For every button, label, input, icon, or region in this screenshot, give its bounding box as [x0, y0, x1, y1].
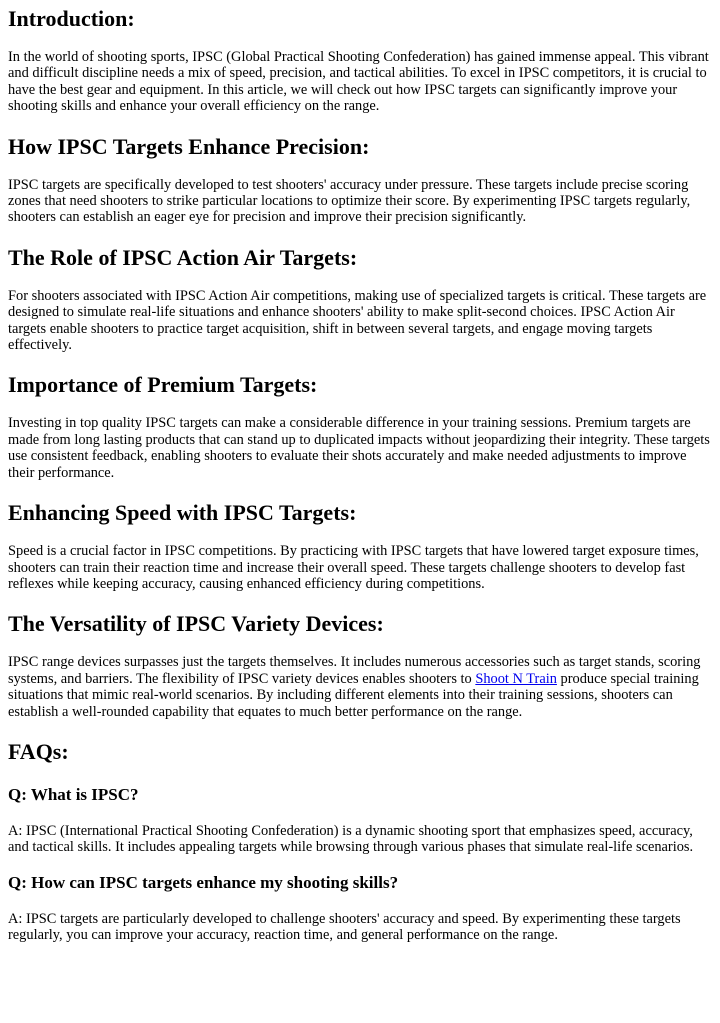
section-body-speed: Speed is a crucial factor in IPSC competitions. By practicing with IPSC targets that have lowered target exposure times, shooters can train their reaction time and increase their overall speed. These targets challenge shooters to develop fast reflexes while keeping accuracy, causing enhanced efficiency during competitions. [8, 543, 699, 592]
faq-answer: A: IPSC targets are particularly developed to challenge shooters' accuracy and speed. By experimenting these targets regularly, you can improve your accuracy, reaction time, and general performance on the range. [8, 910, 681, 944]
versatility-text-start: IPSC range devices surpasses just the targets themselves. It includes numerous accessories such as target stands, scoring systems, and barriers. The flexibility of IPSC variety devices enables shooters to [8, 654, 701, 687]
section-heading-speed: Enhancing Speed with IPSC Targets: [8, 500, 357, 526]
section-heading-action-air: The Role of IPSC Action Air Targets: [8, 244, 358, 270]
section-heading-versatility: The Versatility of IPSC Variety Devices: [8, 611, 384, 637]
faq-heading: FAQs: [8, 738, 69, 764]
article [0, 6, 720, 944]
section-body-precision: IPSC targets are specifically developed to test shooters' accuracy under pressure. These targets include precise scoring zones that need shooters to strike particular locations to optimize their score. By experimenting IPSC targets regularly, shooters can establish an eager eye for precision and improve their precision significantly. [8, 176, 691, 226]
section-body-introduction: In the world of shooting sports, IPSC (Global Practical Shooting Confederation) has gained immense appeal. This vibrant and difficult discipline needs a mix of speed, precision, and tactical abilities. To excel in IPSC competitors, it is crucial to have the best gear and equipment. In this article, we will check out how IPSC targets can significantly improve your shooting skills and enhance your overall efficiency on the range. [8, 49, 709, 115]
section-body-premium: Investing in top quality IPSC targets can make a considerable difference in your training sessions. Premium targets are made from long lasting products that can stand up to duplicated impacts without jeopardizing their integrity. These targets use consistent feedback, enabling shooters to evaluate their shots accurately and make needed adjustments to improve their performance. [8, 415, 710, 481]
faq-question: Q: How can IPSC targets enhance my shooting skills? [8, 872, 399, 892]
section-heading-premium: Importance of Premium Targets: [8, 372, 318, 398]
section-heading-introduction: Introduction: [8, 6, 135, 31]
faq-question: Q: What is IPSC? [8, 784, 139, 804]
versatility-text-end: produce special training situations that mimic real-world scenarios. By including different elements into their training sessions, shooters can establish a well-rounded capability that equates to much better performance on the range. [8, 670, 699, 720]
shoot-n-train-link[interactable]: Shoot N Train [475, 670, 557, 687]
section-heading-precision: How IPSC Targets Enhance Precision: [8, 133, 370, 159]
section-body-versatility [8, 654, 712, 720]
section-body-action-air: For shooters associated with IPSC Action Air competitions, making use of specialized targets is critical. These targets are designed to simulate real-life situations and enhance shooters' ability to make split-second choices. IPSC Action Air targets enable shooters to practice target acquisition, shift in between several targets, and engage moving targets effectively. [8, 287, 707, 354]
faq-answer: A: IPSC (International Practical Shooting Confederation) is a dynamic shooting sport that emphasizes speed, accuracy, and tactical skills. It includes appealing targets while browsing through various phases that simulate real-life scenarios. [8, 822, 694, 856]
